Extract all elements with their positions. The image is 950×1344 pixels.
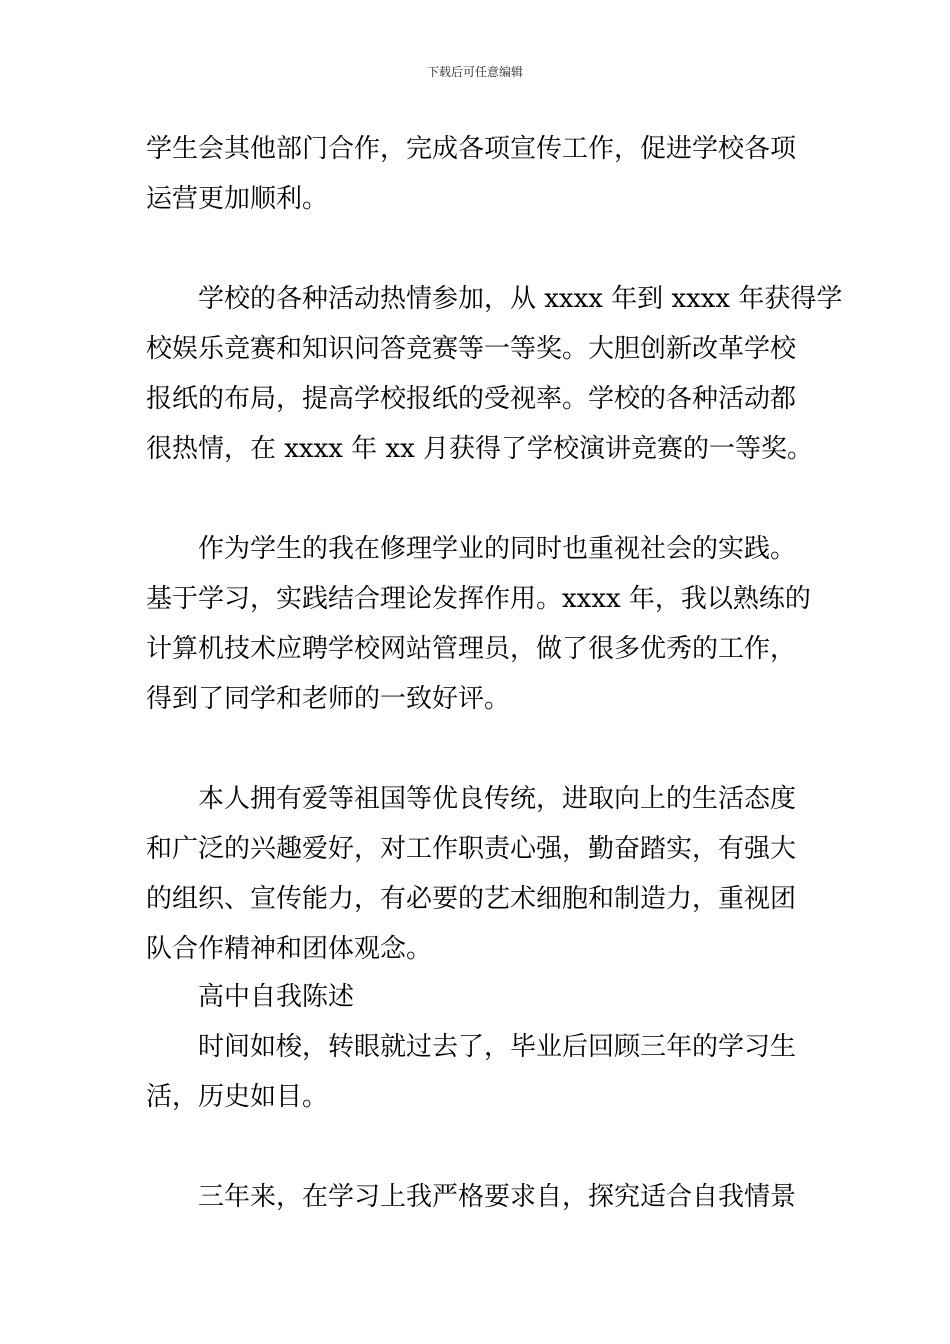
body-line: 学生会其他部门合作，完成各项宣传工作，促进学校各项 [146,134,797,164]
body-line: 很热情，在 xxxx 年 xx 月获得了学校演讲竞赛的一等奖。 [146,434,814,464]
body-line: 本人拥有爱等祖国等优良传统，进取向上的生活态度 [146,784,797,814]
body-line: 活，历史如目。 [146,1082,329,1112]
body-line: 作为学生的我在修理学业的同时也重视社会的实践。 [146,534,797,564]
body-line: 基于学习，实践结合理论发挥作用。xxxx 年，我以熟练的 [146,584,811,614]
body-line: 学校的各种活动热情参加，从 xxxx 年到 xxxx 年获得学 [146,284,843,314]
body-line: 报纸的布局，提高学校报纸的受视率。学校的各种活动都 [146,384,797,414]
body-line: 校娱乐竞赛和知识问答竞赛等一等奖。大胆创新改革学校 [146,334,797,364]
body-line: 三年来，在学习上我严格要求自，探究适合自我情景 [146,1182,797,1212]
section-heading: 高中自我陈述 [146,982,355,1012]
body-line: 时间如梭，转眼就过去了，毕业后回顾三年的学习生 [146,1032,797,1062]
body-line: 得到了同学和老师的一致好评。 [146,684,511,714]
body-line: 队合作精神和团体观念。 [146,934,433,964]
body-line: 的组织、宣传能力，有必要的艺术细胞和制造力，重视团 [146,884,797,914]
body-line: 运营更加顺利。 [146,184,329,214]
body-line: 和广泛的兴趣爱好，对工作职责心强，勤奋踏实，有强大 [146,834,797,864]
body-line: 计算机技术应聘学校网站管理员，做了很多优秀的工作， [146,634,797,664]
page-header: 下载后可任意编辑 [426,65,523,79]
